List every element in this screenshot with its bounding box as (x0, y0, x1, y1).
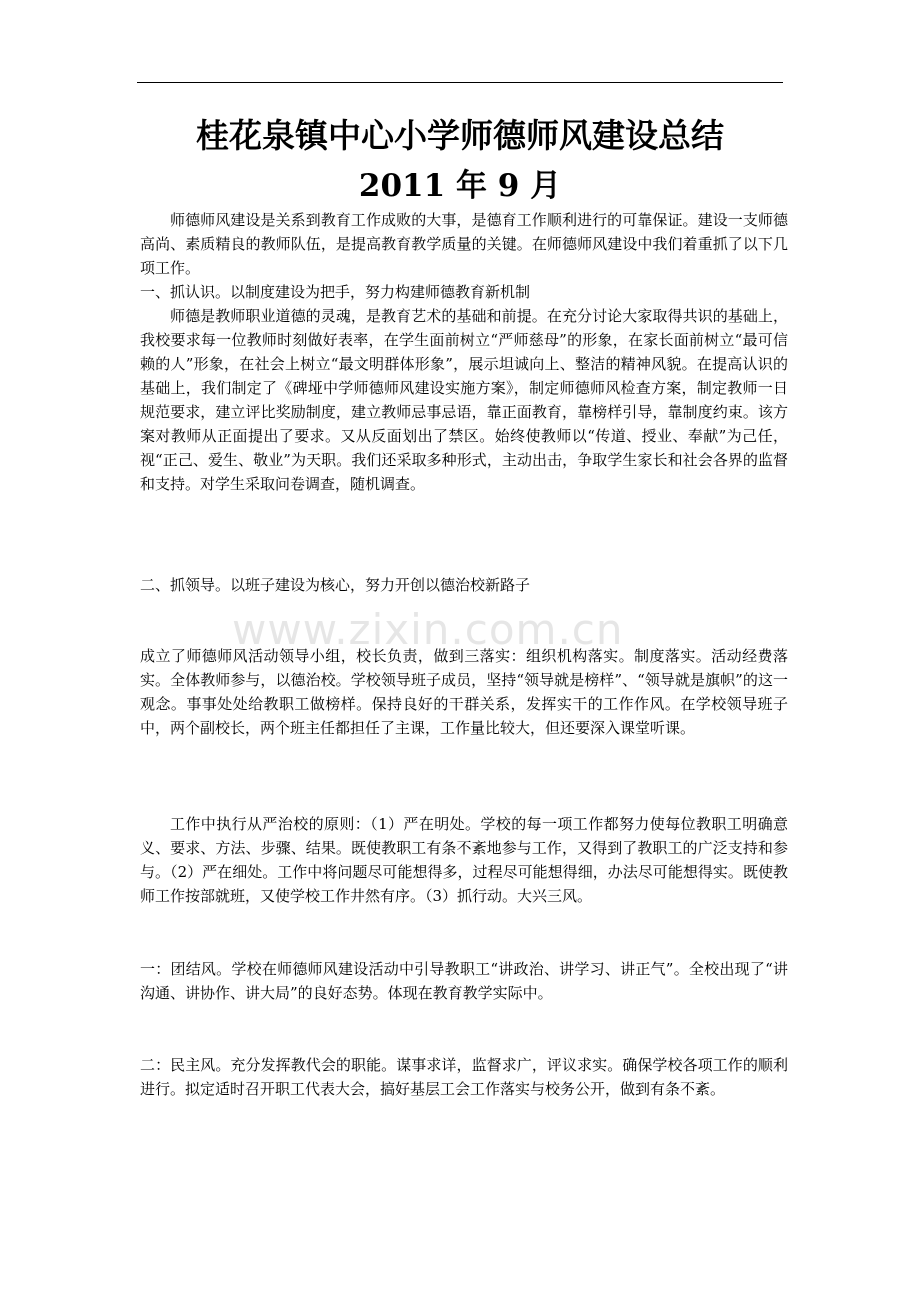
document-title: 桂花泉镇中心小学师德师风建设总结 (196, 116, 724, 155)
section-1-body: 师德是教师职业道德的灵魂，是教育艺术的基础和前提。在充分讨论大家取得共识的基础上，我校要求每一位教师时刻做好表率，在学生面前树立“严师慈母”的形象，在家长面前树立“最可信赖的人”形象，在社会上树立“最文明群体形象”，展示坦诚向上、整洁的精神风貌。在提高认识的基础上，我们制定了《碑垭中学师德师风建设实施方案》，制定师德师风检查方案，制定教师一日规范要求，建立评比奖励制度，建立教师忌事忌语，靠正面教育，靠榜样引导，靠制度约束。该方案对教师从正面提出了要求。又从反面划出了禁区。始终使教师以“传道、授业、奉献”为己任，视“正己、爱生、敬业”为天职。我们还采取多种形式，主动出击，争取学生家长和社会各界的监督和支持。对学生采取问卷调查，随机调查。 (140, 307, 788, 493)
strict-management-paragraph: 工作中执行从严治校的原则：（1）严在明处。学校的每一项工作都努力使每位教职工明确意义、要求、方法、步骤、结果。既使教职工有条不紊地参与工作，又得到了教职工的广泛支持和参与。（2）严在细处。工作中将问题尽可能想得多，过程尽可能想得细，办法尽可能想得实。既使教师工作按部就班，又使学校工作井然有序。（3）抓行动。大兴三风。 (140, 815, 788, 905)
section-2-body: 成立了师德师风活动领导小组，校长负责，做到三落实：组织机构落实。制度落实。活动经费落实。全体教师参与，以德治校。学校领导班子成员，坚持“领导就是榜样”、“领导就是旗帜”的这一观念。事事处处给教职工做榜样。保持良好的干群关系，发挥实干的工作作风。在学校领导班子中，两个副校长，两个班主任都担任了主课，工作量比较大，但还要深入课堂听课。 (140, 647, 788, 737)
unity-style-paragraph: 一：团结风。学校在师德师风建设活动中引导教职工“讲政治、讲学习、讲正气”。全校出现了“讲沟通、讲协作、讲大局”的良好态势。体现在教育教学实际中。 (140, 960, 788, 1002)
intro-paragraph: 师德师风建设是关系到教育工作成败的大事，是德育工作顺利进行的可靠保证。建设一支师德高尚、素质精良的教师队伍，是提高教育教学质量的关键。在师德师风建设中我们着重抓了以下几项工作。 (140, 211, 788, 277)
section-heading-2: 二、抓领导。以班子建设为核心，努力开创以德治校新路子 (140, 576, 531, 594)
watermark: www.zixin.com.cn (232, 605, 624, 654)
section-heading-1: 一、抓认识。以制度建设为把手，努力构建师德教育新机制 (140, 283, 531, 301)
document-date: 2011 年 9 月 (358, 168, 562, 204)
header-rule (137, 82, 783, 83)
democracy-style-paragraph: 二：民主风。充分发挥教代会的职能。谋事求详，监督求广，评议求实。确保学校各项工作的顺利进行。拟定适时召开职工代表大会，搞好基层工会工作落实与校务公开，做到有条不紊。 (140, 1056, 788, 1098)
